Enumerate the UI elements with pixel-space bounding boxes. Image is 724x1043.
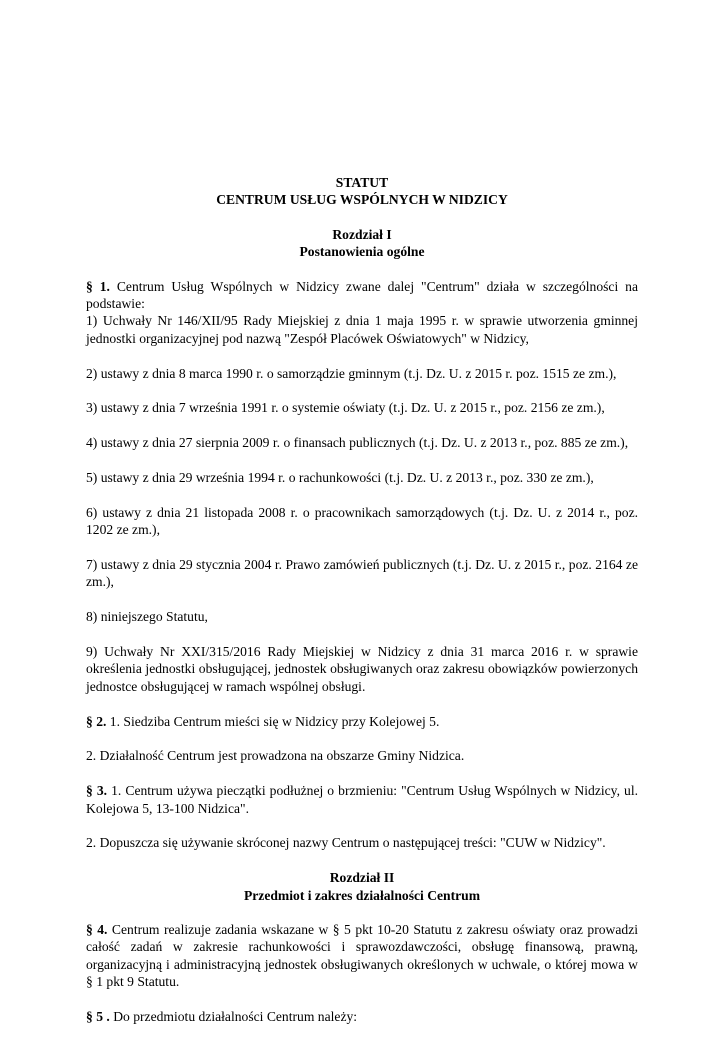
chapter-1-heading xyxy=(86,226,638,261)
section-2-marker: § 2. xyxy=(86,713,107,729)
paragraph-3-text-2: 2. Dopuszcza się używanie skróconej nazwy Centrum o następującej treści: "CUW w Nidzicy". xyxy=(86,835,606,851)
paragraph-2-text-2: 2. Działalność Centrum jest prowadzona na obszarze Gminy Nidzica. xyxy=(86,748,465,764)
list-item-3: 3) ustawy z dnia 7 września 1991 r. o systemie oświaty (t.j. Dz. U. z 2015 r., poz. 2156 ze zm.), xyxy=(86,400,605,416)
list-item-4: 4) ustawy z dnia 27 sierpnia 2009 r. o finansach publicznych (t.j. Dz. U. z 2013 r., poz. 885 ze zm.), xyxy=(86,435,629,451)
paragraph-4 xyxy=(86,921,638,991)
list-item-2: 2) ustawy z dnia 8 marca 1990 r. o samorządzie gminnym (t.j. Dz. U. z 2015 r. poz. 1515 ze zm.), xyxy=(86,365,617,381)
paragraph-4-content: Centrum realizuje zadania wskazane w § 5 pkt 10-20 Statutu z zakresu oświaty oraz prowadzi całość zadań w zakresie rachunkowości i sprawozdawczości, obsługę finansową, prawną, organizacyjną i administracyjną jednostek obsługiwanych określonych w uchwale, o której mowa w § 1 pkt 9 Statutu. xyxy=(86,922,639,990)
document-title xyxy=(86,174,638,209)
chapter-2-subtitle: Przedmiot i zakres działalności Centrum xyxy=(243,887,481,903)
list-item-5: 5) ustawy z dnia 29 września 1994 r. o rachunkowości (t.j. Dz. U. z 2013 r., poz. 330 ze zm.), xyxy=(86,470,594,486)
title-line-1: STATUT xyxy=(335,175,389,190)
paragraph-1-intro-text: Centrum Usług Wspólnych w Nidzicy zwane dalej "Centrum" działa w szczególności na podstawie: xyxy=(86,278,638,312)
section-4-marker: § 4. xyxy=(86,922,108,938)
list-item-7: 7) ustawy z dnia 29 stycznia 2004 r. Prawo zamówień publicznych (t.j. Dz. U. z 2015 r., poz. 2164 ze zm.), xyxy=(86,557,638,590)
paragraph-5 xyxy=(86,1008,638,1025)
paragraph-2-text-1 xyxy=(86,713,638,730)
list-item-8: 8) niniejszego Statutu, xyxy=(86,609,208,625)
title-line-2: CENTRUM USŁUG WSPÓLNYCH W NIDZICY xyxy=(216,192,508,208)
chapter-2-label: Rozdział II xyxy=(329,870,395,886)
paragraph-2-text-1-content: 1. Siedziba Centrum mieści się w Nidzicy przy Kolejowej 5. xyxy=(106,713,440,729)
paragraph-1-intro xyxy=(86,278,638,313)
paragraph-3-text-1-content: 1. Centrum używa pieczątki podłużnej o brzmieniu: "Centrum Usług Wspólnych w Nidzicy, ul. Kolejowa 5, 13-100 Nidzica". xyxy=(86,783,638,816)
list-item-6: 6) ustawy z dnia 21 listopada 2008 r. o pracownikach samorządowych (t.j. Dz. U. z 2014 r., poz. 1202 ze zm.), xyxy=(86,504,638,538)
chapter-1-subtitle: Postanowienia ogólne xyxy=(299,244,425,260)
document-page xyxy=(86,174,638,1043)
list-item-1: 1) Uchwały Nr 146/XII/95 Rady Miejskiej z dnia 1 maja 1995 r. w sprawie utworzenia gminnej jednostki organizacyjnej pod nazwą "Zespół Placówek Oświatowych" w Nidzicy, xyxy=(86,313,638,346)
list-item-9: 9) Uchwały Nr XXI/315/2016 Rady Miejskiej w Nidzicy z dnia 31 marca 2016 r. w sprawie określenia jednostki obsługującej, jednostek obsługiwanych oraz zakresu obowiązków powierzonych jednostce obsługującej w ramach wspólnej obsługi. xyxy=(86,644,638,694)
section-3-marker: § 3. xyxy=(86,783,108,799)
paragraph-3-text-1 xyxy=(86,782,638,817)
paragraph-5-content: Do przedmiotu działalności Centrum należy: xyxy=(109,1009,358,1025)
chapter-2-heading xyxy=(86,869,638,904)
section-5-marker: § 5 . xyxy=(86,1009,110,1025)
section-1-marker: § 1. xyxy=(86,278,110,294)
chapter-1-label: Rozdział I xyxy=(332,226,392,242)
